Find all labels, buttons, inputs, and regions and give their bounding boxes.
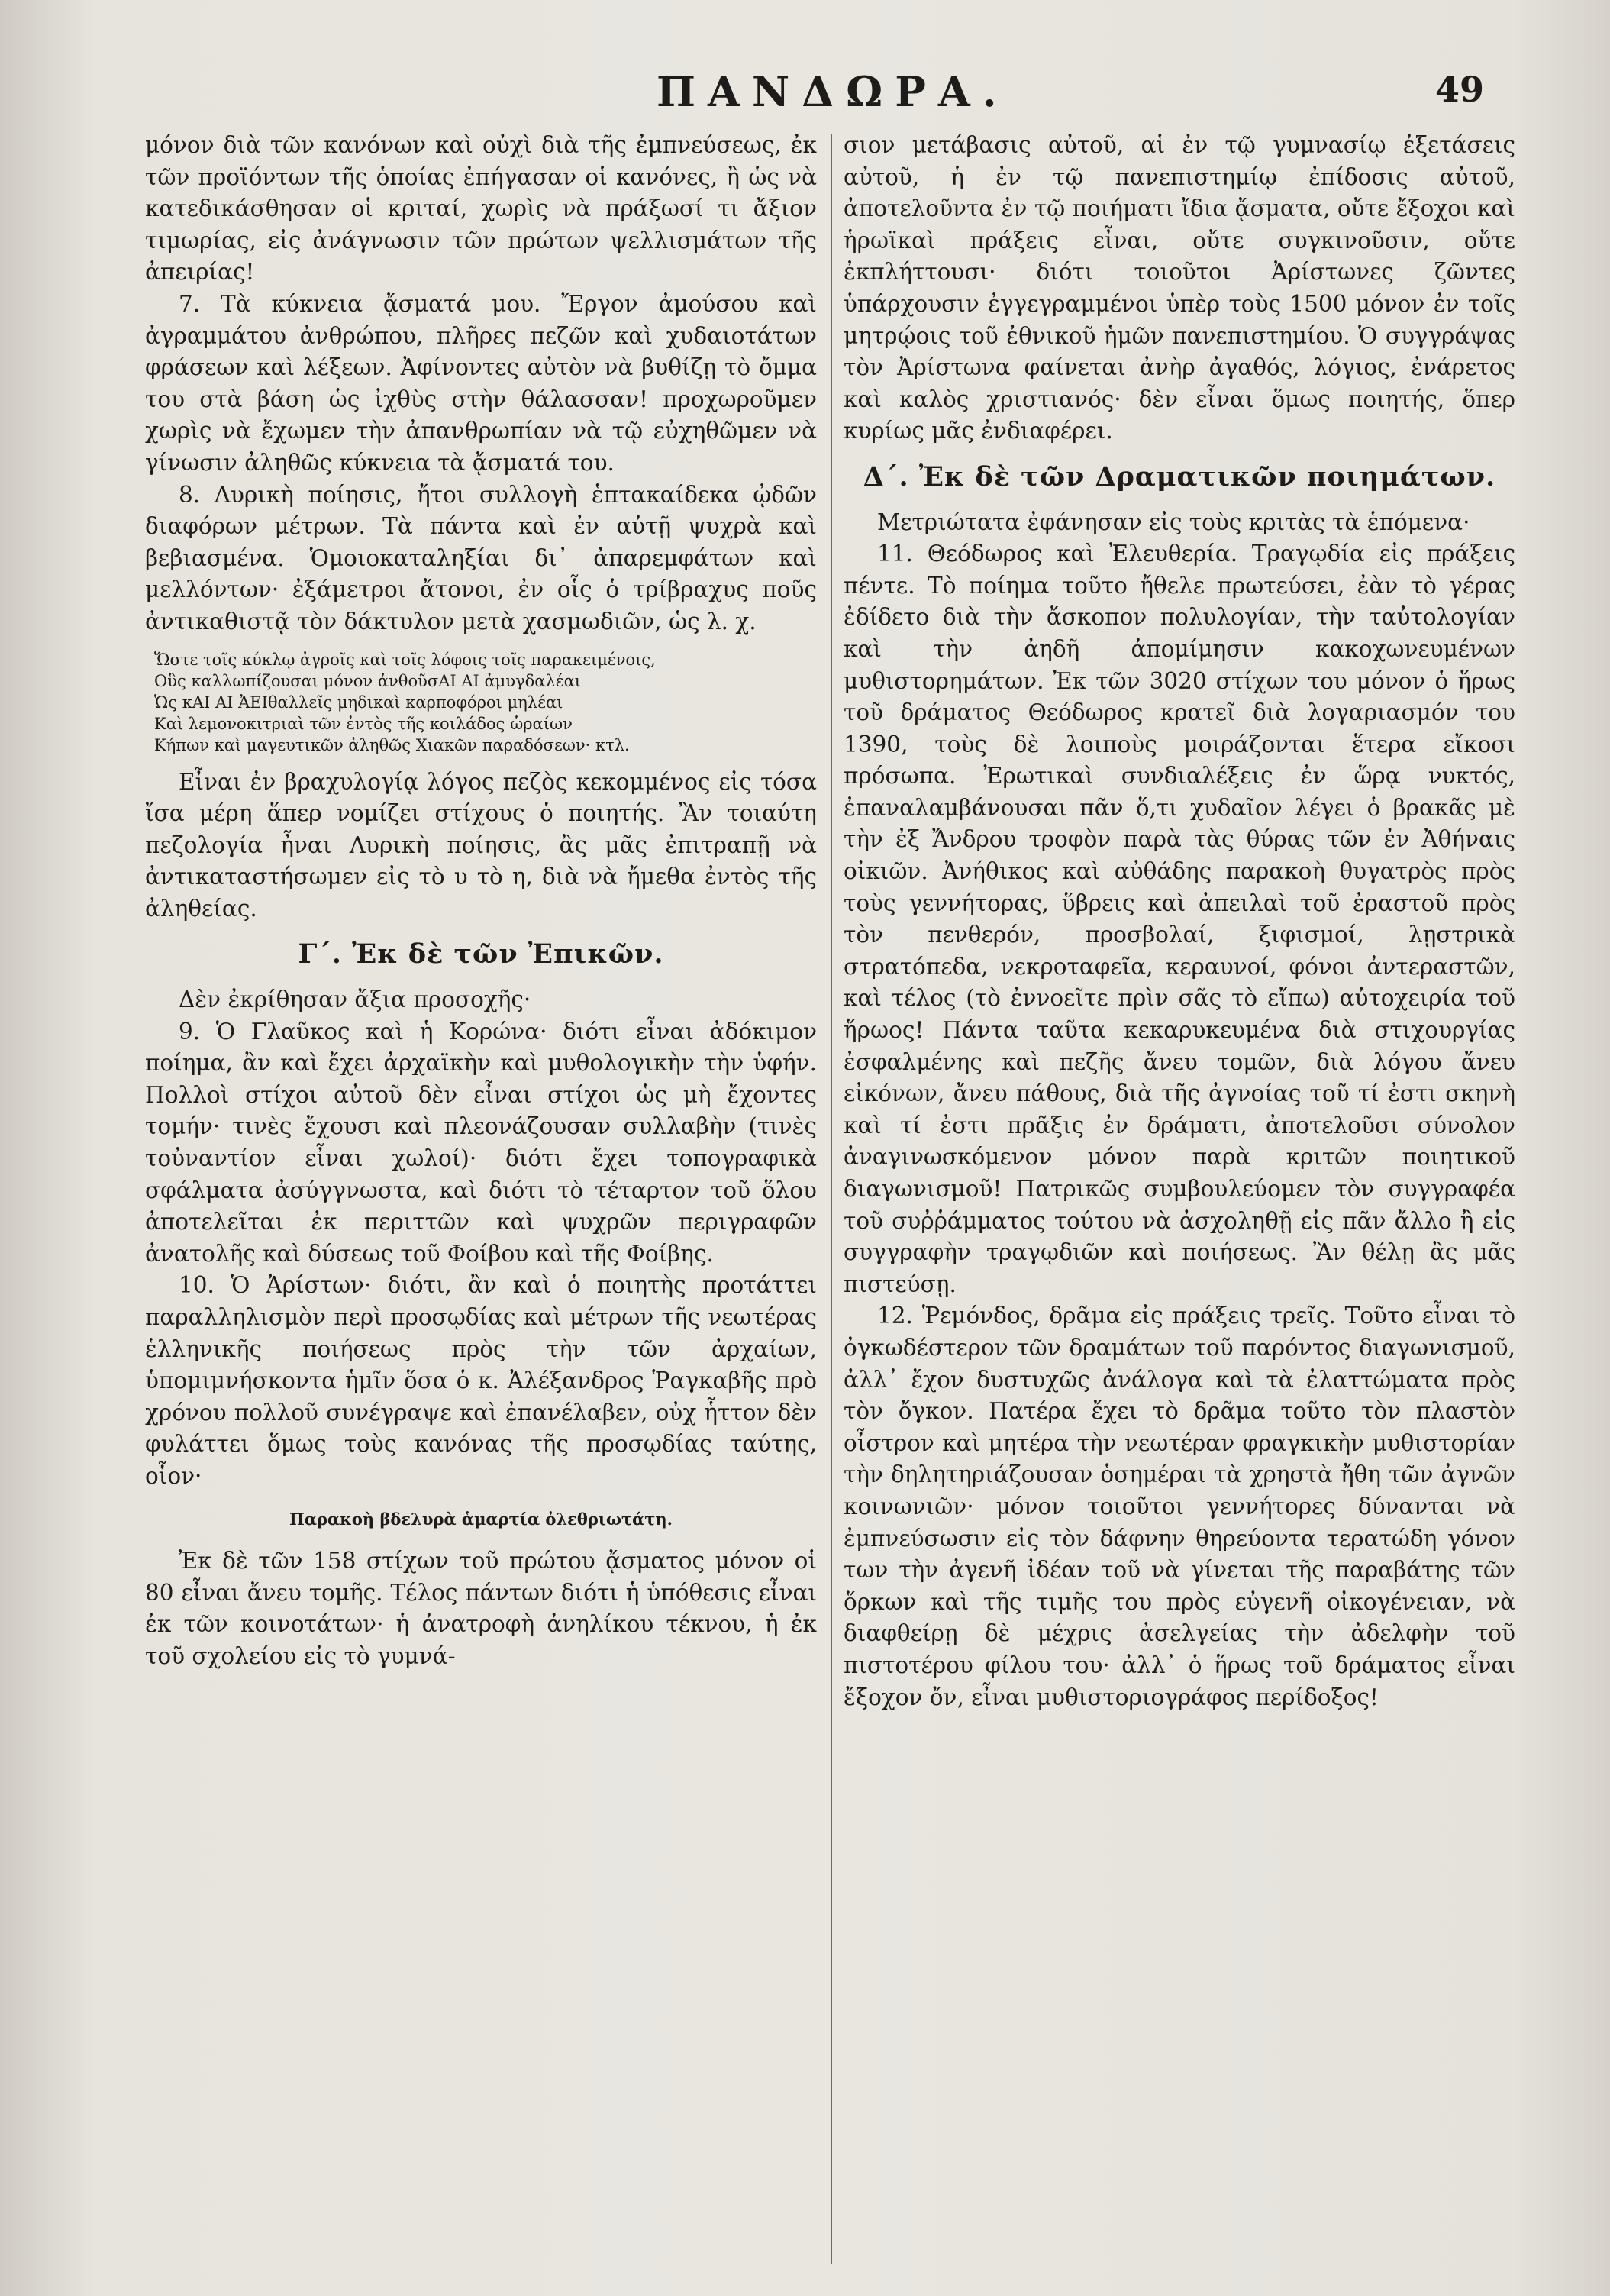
paragraph: 9. Ὁ Γλαῦκος καὶ ἡ Κορώνα· διότι εἶναι ἀδόκιμον ποίημα, ἂν καὶ ἔχει ἀρχαϊκὴν καὶ μυθολογικὴν τὴν ὑφήν. Πολλοὶ στίχοι αὐτοῦ δὲν εἶναι στίχοι ὡς μὴ ἔχοντες τομήν· τινὲς ἔχουσι καὶ πλεονάζουσαν συλλαβὴν (τινὲς τοὐναντίον εἶναι χωλοί)· διότι ἔχει τοπογραφικὰ σφάλματα ἀσύγγνωστα, καὶ διότι τὸ τέταρτον τοῦ ὅλου ἀποτελεῖται ἐκ περιττῶν καὶ ψυχρῶν περιγραφῶν ἀνατολῆς καὶ δύσεως τοῦ Φοίβου καὶ τῆς Φοίβης. [145, 1018, 817, 1267]
verse-line: Καὶ λεμονοκιτριαὶ τῶν ἐντὸς τῆς κοιλάδος ὡραίων [154, 714, 573, 733]
paragraph: Δὲν ἐκρίθησαν ἄξια προσοχῆς· [179, 987, 531, 1013]
paragraph: 12. Ῥεμόνδος, δρᾶμα εἰς πράξεις τρεῖς. Τοῦτο εἶναι τὸ ὀγκωδέστερον τῶν δραμάτων τοῦ παρόντος διαγωνισμοῦ, ἀλλ᾿ ἔχον δυστυχῶς ἀνάλογα καὶ τὰ ἐλαττώματα πρὸς τὸν ὄγκον. Πατέρα ἔχει τὸ δρᾶμα τοῦτο τὸν πλαστὸν οἶστρον καὶ μητέρα τὴν νεωτέραν φραγκικὴν μυθιστορίαν τὴν δηλητηριάζουσαν ὁσημέραι τὰ χρηστὰ ἤθη τῶν ἀγνῶν κοινωνιῶν· μόνον τοιοῦτοι γεννήτορες δύνανται νὰ ἐμπνεύσωσιν εἰς τὸν δάφνην θηρεύοντα τερατώδη γόνον των τὴν ἀγενῆ ἰδέαν τοῦ νὰ γίνεται τῆς παραβάτης τῶν ὅρκων καὶ τῆς τιμῆς του πρὸς εὐγενῆ οἰκογένειαν, νὰ διαφθείρῃ δὲ μέχρις ἀσελγείας τὴν ἀδελφὴν τοῦ πιστοτέρου φίλου του· ἀλλ᾿ ὁ ἥρως τοῦ δράματος εἶναι ἔξοχον ὄν, εἶναι μυθιστοριογράφος περίδοξος! [844, 1303, 1515, 1710]
section-heading: Δ΄. Ἐκ δὲ τῶν Δραματικῶν ποιημάτων. [863, 460, 1496, 492]
verse-line: Οὓς καλλωπίζουσαι μόνον ἀνθοῦσΑΙ ΑΙ ἀμυγδαλέαι [154, 671, 582, 690]
verse-line: Κήπων καὶ μαγευτικῶν ἀληθῶς Χιακῶν παραδόσεων· κτλ. [154, 735, 630, 754]
verse-line: Ὥστε τοῖς κύκλῳ ἀγροῖς καὶ τοῖς λόφοις τοῖς παρακειμένοις, [154, 650, 656, 669]
running-title: ΠΑΝΔΩΡΑ. [657, 67, 1009, 116]
right-column [844, 130, 1515, 1713]
column-divider [831, 134, 832, 2264]
paragraph: 10. Ὁ Ἀρίστων· διότι, ἂν καὶ ὁ ποιητὴς προτάττει παραλληλισμὸν περὶ προσῳδίας καὶ μέτρων τῆς νεωτέρας ἑλληνικῆς ποιήσεως πρὸς τὴν τῶν ἀρχαίων, ὑπομιμνήσκοντα ἡμῖν ὅσα ὁ κ. Ἀλέξανδρος Ῥαγκαβῆς πρὸ χρόνου πολλοῦ συνέγραψε καὶ ἐπανέλαβεν, οὐχ ἧττον δὲν φυλάττει ὅμως τοὺς κανόνας τῆς προσῳδίας ταύτης, οἷον· [145, 1272, 817, 1489]
section-heading: Γ΄. Ἐκ δὲ τῶν Ἐπικῶν. [298, 938, 664, 970]
page-header [0, 53, 1610, 122]
page-number: 49 [1435, 69, 1485, 110]
left-column [145, 130, 817, 1673]
quoted-verse: Παρακοὴ βδελυρὰ ἁμαρτία ὀλεθριωτάτη. [289, 1509, 673, 1529]
paragraph: 7. Τὰ κύκνεια ᾄσματά μου. Ἔργον ἀμούσου καὶ ἀγραμμάτου ἀνθρώπου, πλῆρες πεζῶν καὶ χυδαιοτάτων φράσεων καὶ λέξεων. Ἀφίνοντες αὐτὸν νὰ βυθίζῃ τὸ ὄμμα του στὰ βάση ὡς ἰχθὺς στὴν θάλασσαν! προχωροῦμεν χωρὶς νὰ ἔχωμεν τὴν ἀπανθρωπίαν νὰ τῷ εὐχηθῶμεν νὰ γίνωσιν ἀληθῶς κύκνεια τὰ ᾄσματά του. [145, 290, 817, 476]
paragraph: σιον μετάβασις αὐτοῦ, αἱ ἐν τῷ γυμνασίῳ ἐξετάσεις αὐτοῦ, ἡ ἐν τῷ πανεπιστημίῳ ἐπίδοσις αὐτοῦ, ἀποτελοῦντα ἐν τῷ ποιήματι ἴδια ᾄσματα, οὔτε ἔξοχοι καὶ ἡρωϊκαὶ πράξεις εἶναι, οὔτε συγκινοῦσιν, οὔτε ἐκπλήττουσι· διότι τοιοῦτοι Ἀρίστωνες ζῶντες ὑπάρχουσιν ἐγγεγραμμένοι ὑπὲρ τοὺς 1500 μόνον ἐν τοῖς μητρῴοις τοῦ ἐθνικοῦ ἡμῶν πανεπιστημίου. Ὁ συγγράψας τὸν Ἀρίστωνα φαίνεται ἀνὴρ ἀγαθός, λόγιος, ἐνάρετος καὶ καλὸς χριστιανός· δὲν εἶναι ὅμως ποιητής, ὅπερ κυρίως μᾶς ἐνδιαφέρει. [844, 132, 1515, 444]
verse-line: Ὡς κΑΙ ΑΙ ἈΕΙθαλλεῖς μηδικαὶ καρποφόροι μηλέαι [154, 693, 563, 712]
paragraph: Εἶναι ἐν βραχυλογίᾳ λόγος πεζὸς κεκομμένος εἰς τόσα ἴσα μέρη ἅπερ νομίζει στίχους ὁ ποιητής. Ἂν τοιαύτη πεζολογία ἦναι Λυρικὴ ποίησις, ἂς μᾶς ἐπιτραπῇ νὰ ἀντικαταστήσωμεν εἰς τὸ υ τὸ η, διὰ νὰ ἤμεθα ἐντὸς τῆς ἀληθείας. [145, 768, 817, 922]
paragraph: μόνον διὰ τῶν κανόνων καὶ οὐχὶ διὰ τῆς ἐμπνεύσεως, ἐκ τῶν προϊόντων τῆς ὁποίας ἐπήγασαν οἱ κανόνες, ἢ ὡς νὰ κατεδικάσθησαν οἱ κριταί, χωρὶς νὰ πράξωσί τι ἄξιον τιμωρίας, εἰς ἀνάγνωσιν τῶν πρώτων ψελλισμάτων τῆς ἀπειρίας! [145, 132, 817, 286]
verse-quotation [154, 649, 817, 756]
paragraph: Μετριώτατα ἐφάνησαν εἰς τοὺς κριτὰς τὰ ἑπόμενα· [877, 509, 1470, 535]
paragraph: 8. Λυρικὴ ποίησις, ἤτοι συλλογὴ ἑπτακαίδεκα ᾠδῶν διαφόρων μέτρων. Τὰ πάντα καὶ ἐν αὐτῇ ψυχρὰ καὶ βεβιασμένα. Ὁμοιοκαταληξίαι δι᾿ ἀπαρεμφάτων καὶ μελλόντων· ἐξάμετροι ἄτονοι, ἐν οἷς ὁ τρίβραχυς ποῦς ἀντικαθιστᾷ τὸν δάκτυλον μετὰ χασμωδιῶν, ὡς λ. χ. [145, 481, 817, 635]
paragraph: 11. Θεόδωρος καὶ Ἐλευθερία. Τραγῳδία εἰς πράξεις πέντε. Τὸ ποίημα τοῦτο ἤθελε πρωτεύσει, ἐὰν τὸ γέρας ἐδίδετο διὰ τὴν ἄσκοπον πολυλογίαν, τὴν ταὐτολογίαν καὶ τὴν ἀηδῆ ἀπομίμησιν κακοχωνευμένων μυθιστορημάτων. Ἐκ τῶν 3020 στίχων του μόνον ὁ ἥρως τοῦ δράματος Θεόδωρος κρατεῖ διὰ λογαριασμόν του 1390, τοὺς δὲ λοιποὺς μοιράζονται ἕτερα εἴκοσι πρόσωπα. Ἐρωτικαὶ συνδιαλέξεις ἐν ὥρᾳ νυκτός, ἐπαναλαμβάνουσαι πᾶν ὅ,τι χυδαῖον λέγει ὁ βρακᾶς μὲ τὴν ἐξ Ἄνδρου τροφὸν παρὰ τὰς θύρας τῶν ἐν Ἀθήναις οἰκιῶν. Ἀνήθικος καὶ αὐθάδης παρακοὴ θυγατρὸς πρὸς τοὺς γεννήτορας, ὕβρεις καὶ ἀπειλαὶ τοῦ ἐραστοῦ πρὸς τὸν πενθερόν, προσβολαί, ξιφισμοί, λῃστρικὰ στρατόπεδα, νεκροταφεῖα, κεραυνοί, φόνοι ἀντεραστῶν, καὶ τέλος (τὸ ἐννοεῖτε πρὶν σᾶς τὸ εἴπω) αὐτοχειρία τοῦ ἥρωος! Πάντα ταῦτα κεκαρυκευμένα διὰ στιχουργίας ἐσφαλμένης καὶ πεζῆς ἄνευ τομῶν, διὰ λόγου ἄνευ εἰκόνων, ἄνευ πάθους, διὰ τῆς ἀγνοίας τοῦ τί ἐστι σκηνὴ καὶ τί ἐστι πρᾶξις ἐν δράματι, ἀποτελοῦσι σύνολον ἀναγινωσκόμενον μόνον παρὰ κριτῶν ποιητικοῦ διαγωνισμοῦ! Πατρικῶς συμβουλεύομεν τὸν συγγραφέα τοῦ συῤῥάμματος τούτου νὰ ἀσχοληθῇ εἰς πᾶν ἄλλο ἢ εἰς συγγραφὴν τραγῳδιῶν καὶ ποιήσεως. Ἂν θέλῃ ἂς μᾶς πιστεύσῃ. [844, 541, 1515, 1297]
paragraph: Ἐκ δὲ τῶν 158 στίχων τοῦ πρώτου ᾄσματος μόνον οἱ 80 εἶναι ἄνευ τομῆς. Τέλος πάντων διότι ἡ ὑπόθεσις εἶναι ἐκ τῶν κοινοτάτων· ἡ ἀνατροφὴ ἀνηλίκου τέκνου, ἡ ἐκ τοῦ σχολείου εἰς τὸ γυμνά- [145, 1548, 817, 1669]
